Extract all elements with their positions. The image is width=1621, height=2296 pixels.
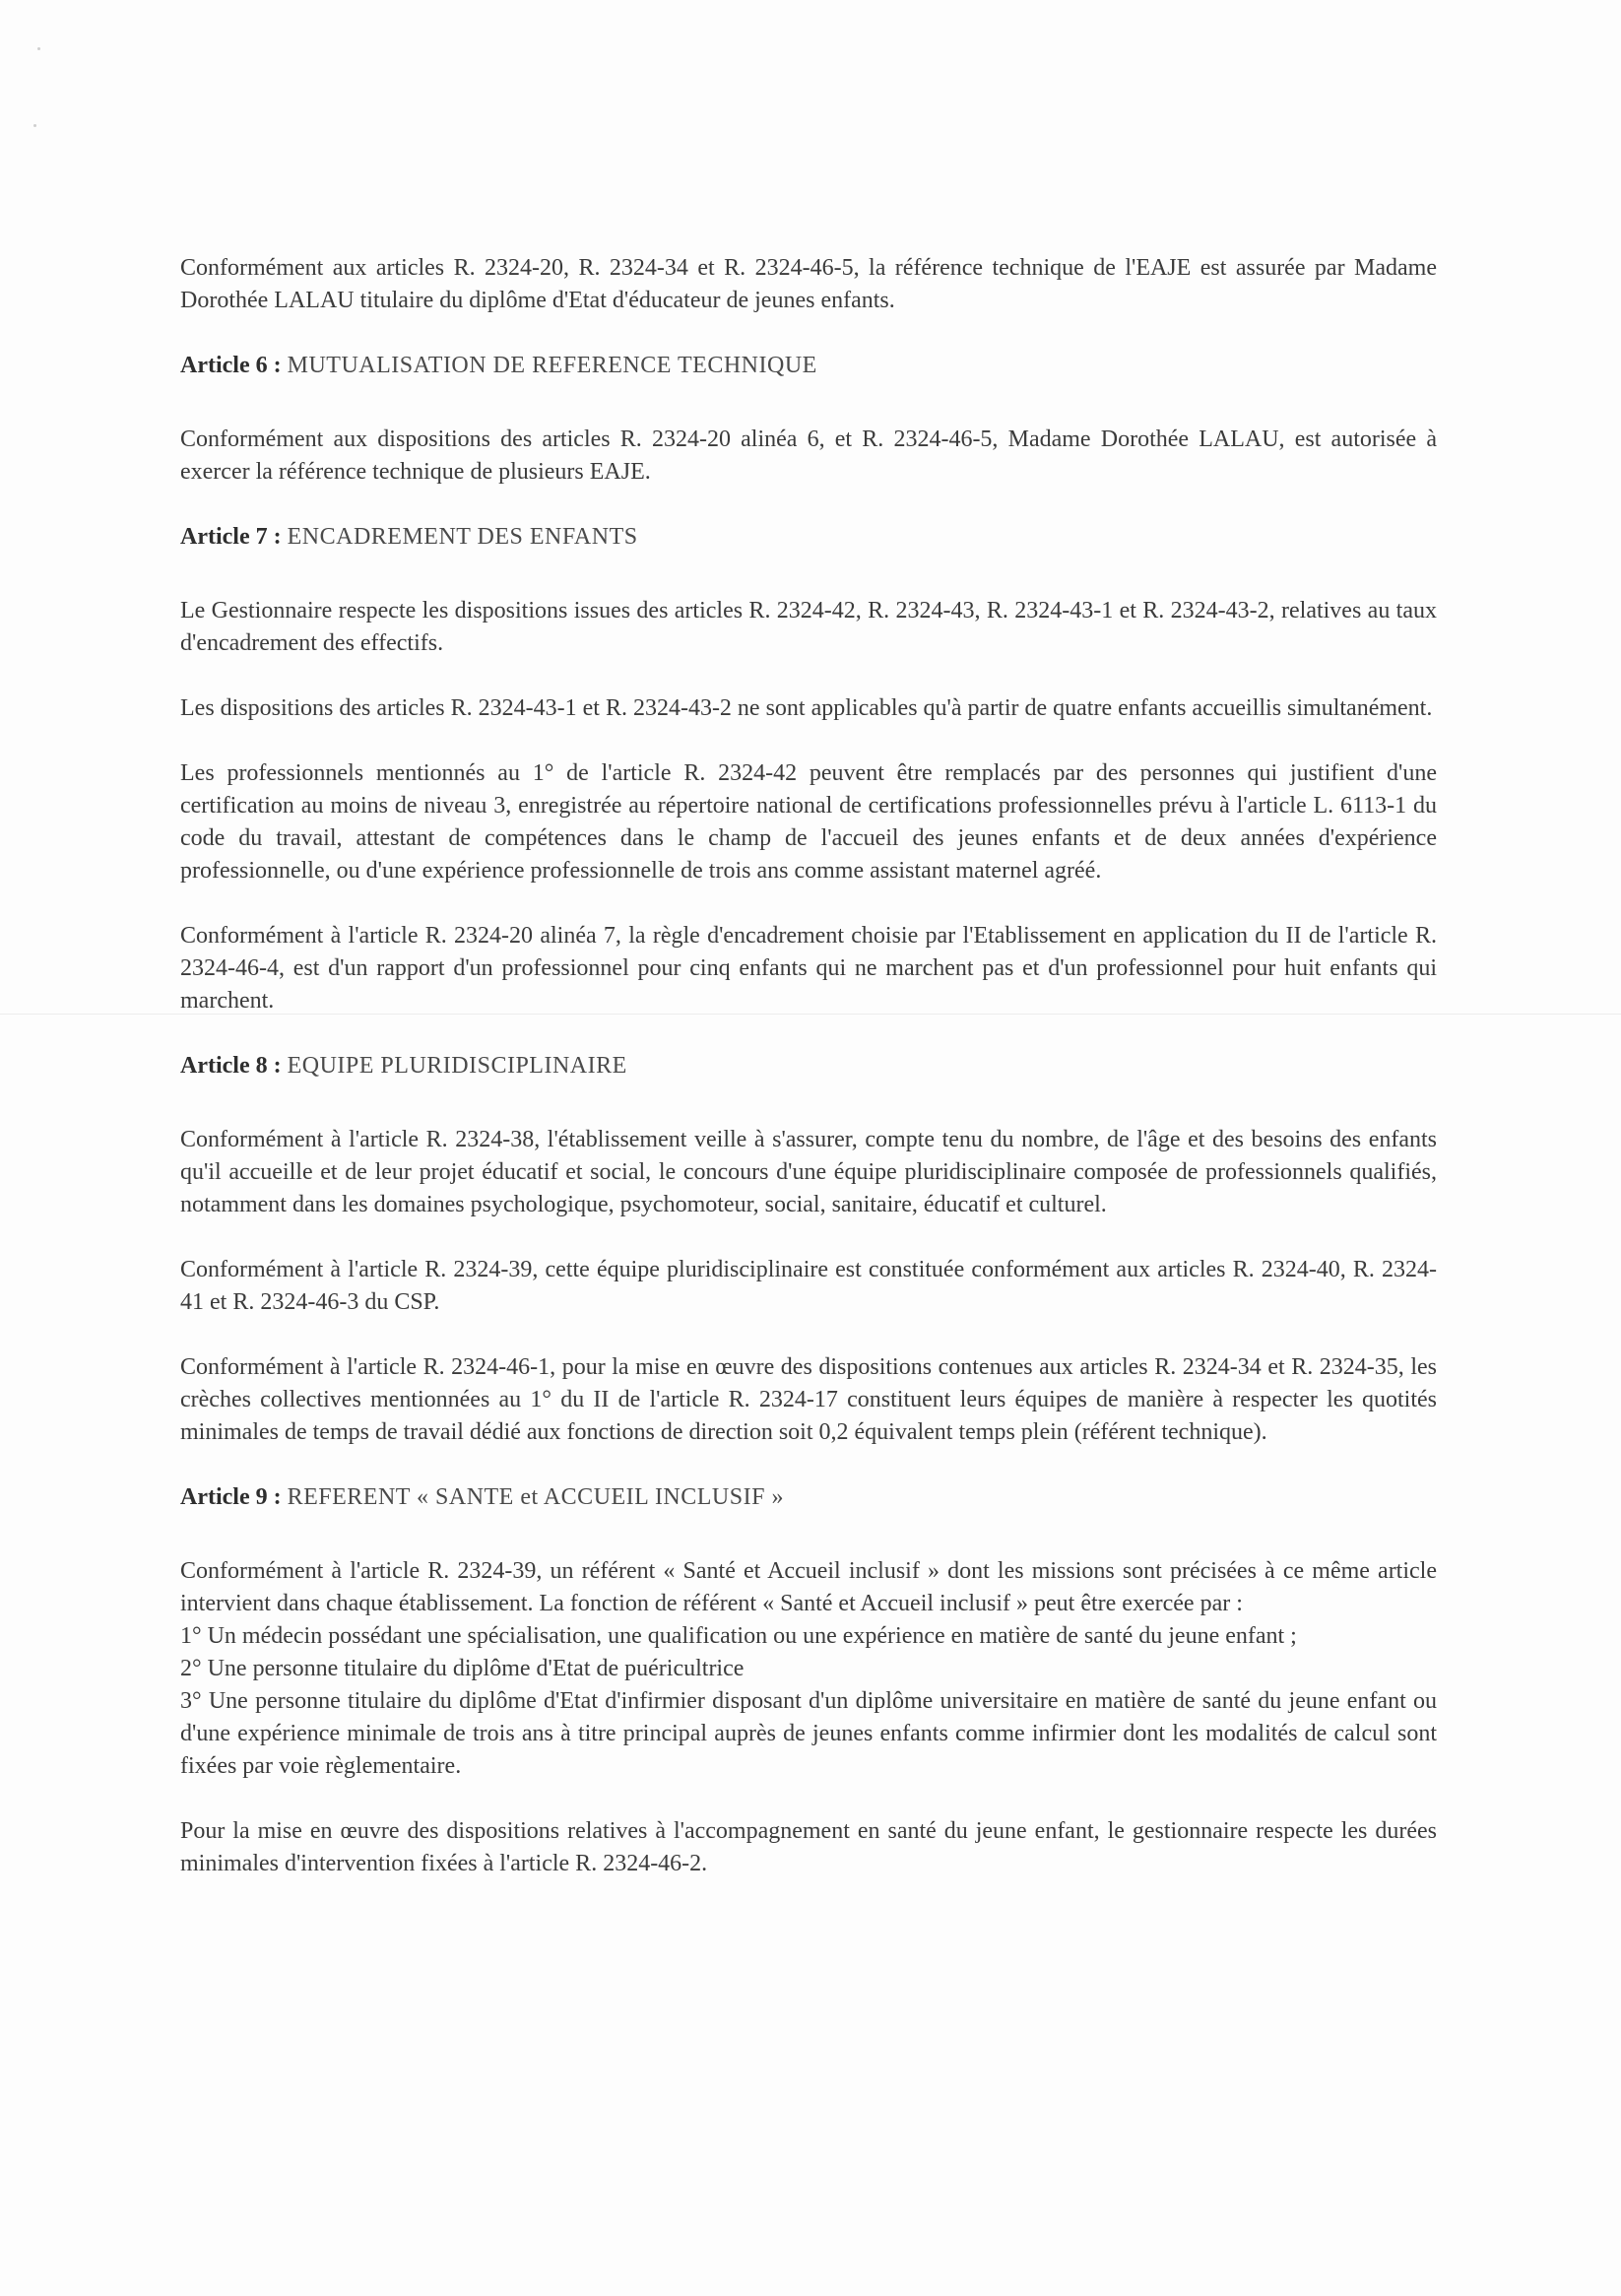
paragraph: Les professionnels mentionnés au 1° de l'article R. 2324-42 peuvent être remplacés par des personnes qui justifient d'une certification au moins de niveau 3, enregistrée au répertoire national de certifications professionnelles prévu à l'article L. 6113-1 du code du travail, attestant de compétences dans le champ de l'accueil des jeunes enfants et de deux années d'expérience professionnelle, ou d'une expérience professionnelle de trois ans comme assistant maternel agréé. — [180, 760, 1437, 884]
scan-speck — [37, 47, 40, 50]
paragraph: Conformément à l'article R. 2324-38, l'établissement veille à s'assurer, compte tenu du nombre, de l'âge et des besoins des enfants qu'il accueille et de leur projet éducatif et social, le concours d'une équipe pluridisciplinaire composée de professionnels qualifiés, notamment dans les domaines psychologique, psychomoteur, social, sanitaire, éducatif et culturel. — [180, 1127, 1437, 1217]
paragraph: Conformément à l'article R. 2324-39, cette équipe pluridisciplinaire est constituée conformément aux articles R. 2324-40, R. 2324-41 et R. 2324-46-3 du CSP. — [180, 1257, 1437, 1315]
paragraph: Conformément à l'article R. 2324-46-1, pour la mise en œuvre des dispositions contenues aux articles R. 2324-34 et R. 2324-35, les crèches collectives mentionnées au 1° du II de l'article R. 2324-17 constituent leurs équipes de manière à respecter les quotités minimales de temps de travail dédié aux fonctions de direction soit 0,2 équivalent temps plein (référent technique). — [180, 1354, 1437, 1445]
article-title: REFERENT « SANTE et ACCUEIL INCLUSIF » — [287, 1484, 784, 1510]
article-number: Article 7 : — [180, 524, 282, 550]
document-body — [180, 252, 1437, 1913]
article-title: EQUIPE PLURIDISCIPLINAIRE — [287, 1053, 627, 1079]
list-item: 3° Une personne titulaire du diplôme d'Etat d'infirmier disposant d'un diplôme universitaire en matière de santé du jeune enfant ou d'une expérience minimale de trois ans à titre principal auprès de jeunes enfants comme infirmier dont les modalités de calcul sont fixées par voie règlementaire. — [180, 1688, 1437, 1779]
paragraph: Le Gestionnaire respecte les dispositions issues des articles R. 2324-42, R. 2324-43, R. 2324-43-1 et R. 2324-43-2, relatives au taux d'encadrement des effectifs. — [180, 598, 1437, 656]
article-title: ENCADREMENT DES ENFANTS — [287, 524, 638, 550]
scan-speck — [33, 124, 36, 127]
article-heading — [180, 1481, 1437, 1514]
paragraph: Conformément aux dispositions des articles R. 2324-20 alinéa 6, et R. 2324-46-5, Madame Dorothée LALAU, est autorisée à exercer la référence technique de plusieurs EAJE. — [180, 426, 1437, 485]
article-heading — [180, 521, 1437, 554]
article-number: Article 8 : — [180, 1053, 282, 1079]
paragraph: Les dispositions des articles R. 2324-43-1 et R. 2324-43-2 ne sont applicables qu'à partir de quatre enfants accueillis simultanément. — [180, 695, 1433, 721]
paragraph: Conformément aux articles R. 2324-20, R. 2324-34 et R. 2324-46-5, la référence technique de l'EAJE est assurée par Madame Dorothée LALAU titulaire du diplôme d'Etat d'éducateur de jeunes enfants. — [180, 255, 1437, 313]
article-number: Article 6 : — [180, 353, 282, 378]
paragraph: Pour la mise en œuvre des dispositions relatives à l'accompagnement en santé du jeune enfant, le gestionnaire respecte les durées minimales d'intervention fixées à l'article R. 2324-46-2. — [180, 1818, 1437, 1876]
paragraph: Conformément à l'article R. 2324-39, un référent « Santé et Accueil inclusif » dont les missions sont précisées à ce même article intervient dans chaque établissement. La fonction de référent « Santé et Accueil inclusif » peut être exercée par : — [180, 1558, 1437, 1616]
paragraph: Conformément à l'article R. 2324-20 alinéa 7, la règle d'encadrement choisie par l'Etablissement en application du II de l'article R. 2324-46-4, est d'un rapport d'un professionnel pour cinq enfants qui ne marchent pas et d'un professionnel pour huit enfants qui marchent. — [180, 923, 1437, 1014]
list-item: 2° Une personne titulaire du diplôme d'Etat de puéricultrice — [180, 1656, 745, 1681]
enumerated-block — [180, 1555, 1437, 1783]
article-heading — [180, 1050, 1437, 1082]
article-number: Article 9 : — [180, 1484, 282, 1510]
article-heading — [180, 350, 1437, 382]
article-title: MUTUALISATION DE REFERENCE TECHNIQUE — [287, 353, 817, 378]
list-item: 1° Un médecin possédant une spécialisation, une qualification ou une expérience en matière de santé du jeune enfant ; — [180, 1623, 1297, 1649]
